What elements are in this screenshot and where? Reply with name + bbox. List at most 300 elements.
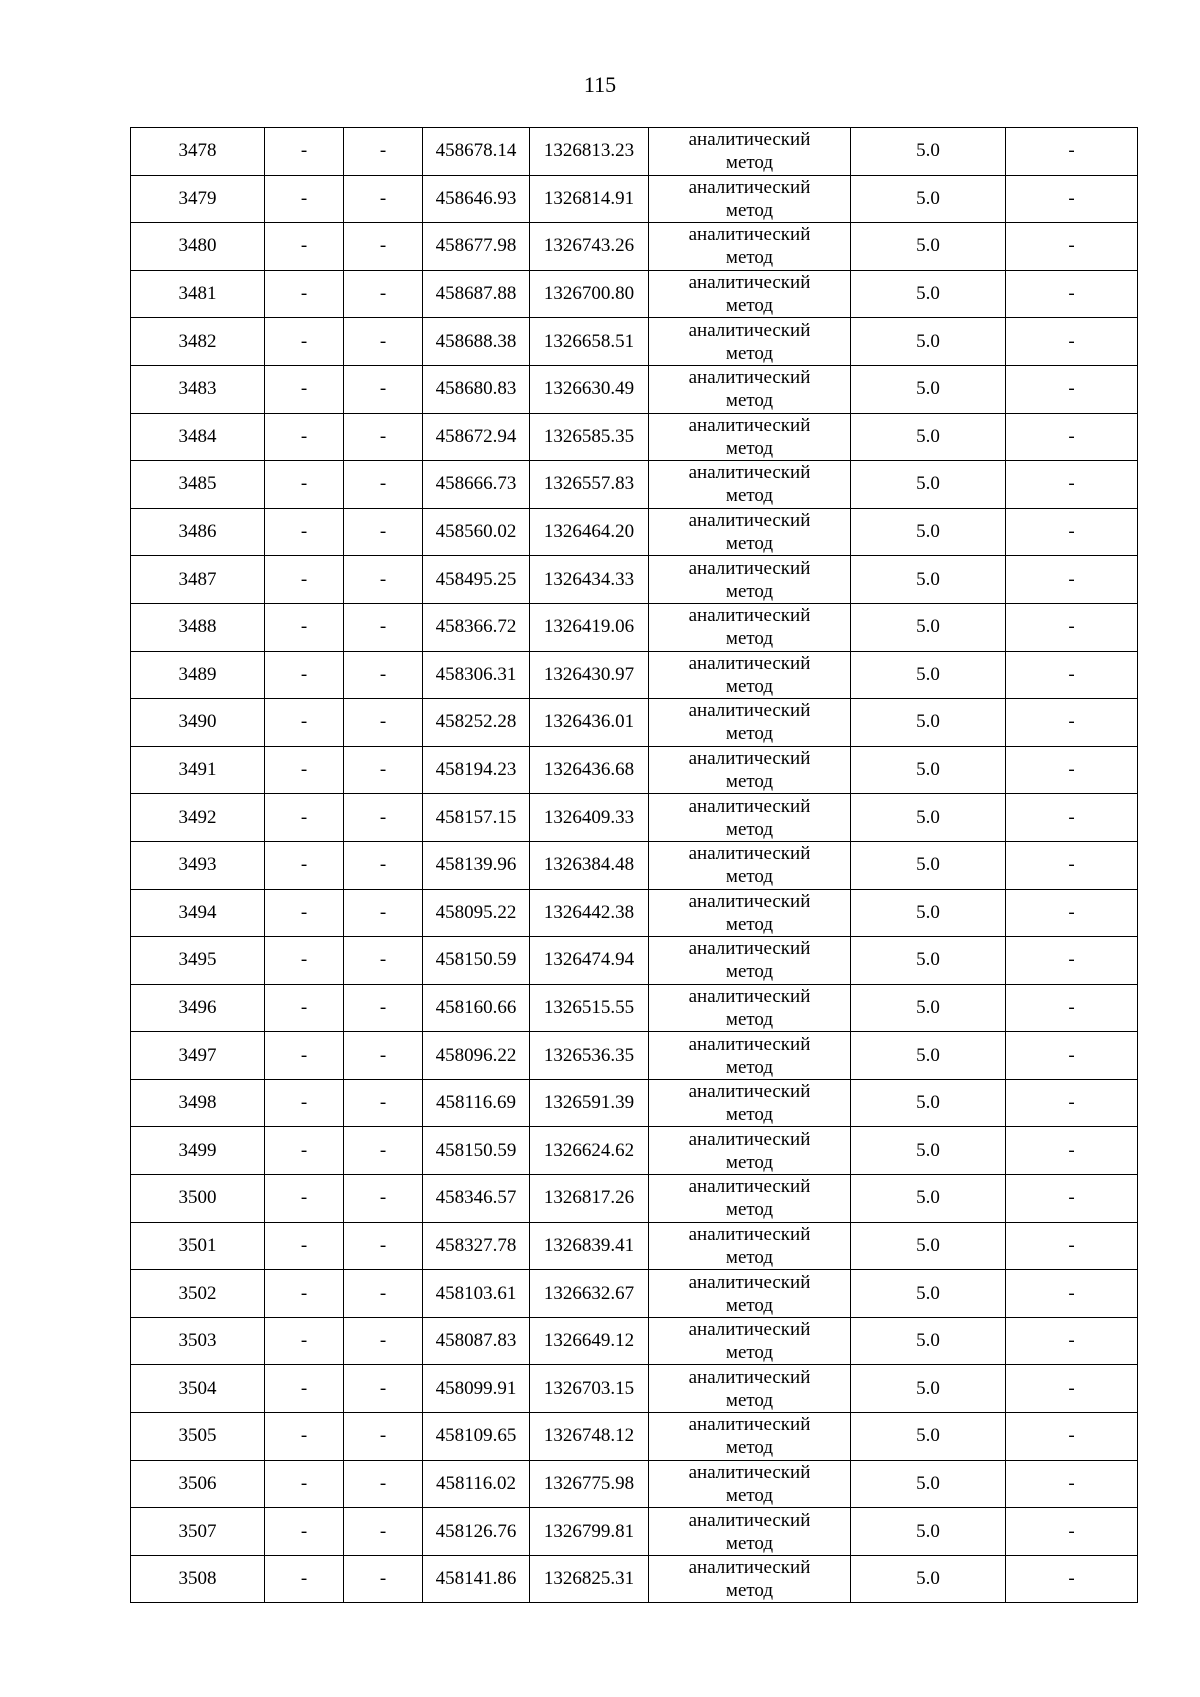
method-cell: [649, 461, 851, 509]
method-line-1: аналитический: [688, 748, 811, 770]
y-coordinate-cell: 1326825.31: [530, 1555, 649, 1603]
method-cell: [649, 1270, 851, 1318]
point-number-cell: 3500: [131, 1175, 265, 1223]
point-number-cell: 3506: [131, 1460, 265, 1508]
table-row: [131, 318, 1138, 366]
column-3-cell: -: [344, 1079, 423, 1127]
method-line-1: аналитический: [688, 1223, 811, 1245]
coordinates-table: [130, 127, 1138, 1603]
column-2-cell: -: [265, 603, 344, 651]
column-8-cell: -: [1006, 603, 1138, 651]
method-cell: [649, 794, 851, 842]
table-row: [131, 1555, 1138, 1603]
point-number-cell: 3480: [131, 223, 265, 271]
table-row: [131, 937, 1138, 985]
point-number-cell: 3496: [131, 984, 265, 1032]
column-3-cell: -: [344, 651, 423, 699]
table-row: [131, 1413, 1138, 1461]
method-line-1: аналитический: [688, 1557, 811, 1579]
x-coordinate-cell: 458678.14: [423, 128, 530, 176]
point-number-cell: 3481: [131, 270, 265, 318]
column-3-cell: -: [344, 937, 423, 985]
accuracy-cell: 5.0: [851, 651, 1006, 699]
method-cell: [649, 508, 851, 556]
method-cell: [649, 175, 851, 223]
y-coordinate-cell: 1326515.55: [530, 984, 649, 1032]
x-coordinate-cell: 458346.57: [423, 1175, 530, 1223]
x-coordinate-cell: 458688.38: [423, 318, 530, 366]
table-row: [131, 603, 1138, 651]
accuracy-cell: 5.0: [851, 1032, 1006, 1080]
column-2-cell: -: [265, 413, 344, 461]
method-line-1: аналитический: [688, 129, 811, 151]
method-cell: [649, 1032, 851, 1080]
column-3-cell: -: [344, 699, 423, 747]
method-line-1: аналитический: [688, 414, 811, 436]
method-line-1: аналитический: [688, 890, 811, 912]
point-number-cell: 3508: [131, 1555, 265, 1603]
column-3-cell: -: [344, 1460, 423, 1508]
table-row: [131, 223, 1138, 271]
column-8-cell: -: [1006, 175, 1138, 223]
point-number-cell: 3494: [131, 889, 265, 937]
column-8-cell: -: [1006, 1460, 1138, 1508]
column-3-cell: -: [344, 603, 423, 651]
table-row: [131, 1127, 1138, 1175]
column-2-cell: -: [265, 128, 344, 176]
point-number-cell: 3488: [131, 603, 265, 651]
method-line-1: аналитический: [688, 985, 811, 1007]
table-row: [131, 1032, 1138, 1080]
method-cell: [649, 318, 851, 366]
column-3-cell: -: [344, 508, 423, 556]
table-row: [131, 794, 1138, 842]
point-number-cell: 3507: [131, 1508, 265, 1556]
method-line-1: аналитический: [688, 1366, 811, 1388]
point-number-cell: 3479: [131, 175, 265, 223]
column-8-cell: -: [1006, 128, 1138, 176]
accuracy-cell: 5.0: [851, 1413, 1006, 1461]
accuracy-cell: 5.0: [851, 1175, 1006, 1223]
point-number-cell: 3505: [131, 1413, 265, 1461]
method-line-2: метод: [725, 485, 774, 507]
x-coordinate-cell: 458087.83: [423, 1317, 530, 1365]
x-coordinate-cell: 458306.31: [423, 651, 530, 699]
x-coordinate-cell: 458160.66: [423, 984, 530, 1032]
column-8-cell: -: [1006, 1079, 1138, 1127]
column-8-cell: -: [1006, 889, 1138, 937]
column-8-cell: -: [1006, 365, 1138, 413]
point-number-cell: 3486: [131, 508, 265, 556]
table-row: [131, 270, 1138, 318]
table-row: [131, 556, 1138, 604]
method-cell: [649, 841, 851, 889]
y-coordinate-cell: 1326748.12: [530, 1413, 649, 1461]
column-2-cell: -: [265, 175, 344, 223]
y-coordinate-cell: 1326434.33: [530, 556, 649, 604]
point-number-cell: 3501: [131, 1222, 265, 1270]
point-number-cell: 3502: [131, 1270, 265, 1318]
x-coordinate-cell: 458150.59: [423, 1127, 530, 1175]
method-line-1: аналитический: [688, 843, 811, 865]
y-coordinate-cell: 1326436.68: [530, 746, 649, 794]
point-number-cell: 3503: [131, 1317, 265, 1365]
method-line-2: метод: [725, 580, 774, 602]
method-line-1: аналитический: [688, 1081, 811, 1103]
accuracy-cell: 5.0: [851, 318, 1006, 366]
accuracy-cell: 5.0: [851, 1555, 1006, 1603]
table-row: [131, 1222, 1138, 1270]
column-2-cell: -: [265, 1317, 344, 1365]
y-coordinate-cell: 1326813.23: [530, 128, 649, 176]
point-number-cell: 3484: [131, 413, 265, 461]
accuracy-cell: 5.0: [851, 984, 1006, 1032]
method-line-2: метод: [725, 1199, 774, 1221]
column-8-cell: -: [1006, 1032, 1138, 1080]
method-cell: [649, 699, 851, 747]
method-cell: [649, 1317, 851, 1365]
column-8-cell: -: [1006, 508, 1138, 556]
method-line-1: аналитический: [688, 1176, 811, 1198]
method-line-1: аналитический: [688, 1461, 811, 1483]
y-coordinate-cell: 1326591.39: [530, 1079, 649, 1127]
page-number: 115: [583, 72, 617, 97]
x-coordinate-cell: 458141.86: [423, 1555, 530, 1603]
point-number-cell: 3493: [131, 841, 265, 889]
x-coordinate-cell: 458116.02: [423, 1460, 530, 1508]
column-8-cell: -: [1006, 556, 1138, 604]
method-line-2: метод: [725, 913, 774, 935]
method-line-2: метод: [725, 1484, 774, 1506]
method-line-1: аналитический: [688, 1128, 811, 1150]
table-row: [131, 841, 1138, 889]
column-8-cell: -: [1006, 223, 1138, 271]
column-3-cell: -: [344, 746, 423, 794]
method-line-2: метод: [725, 675, 774, 697]
x-coordinate-cell: 458687.88: [423, 270, 530, 318]
table-row: [131, 1508, 1138, 1556]
column-3-cell: -: [344, 270, 423, 318]
point-number-cell: 3490: [131, 699, 265, 747]
method-line-2: метод: [725, 1389, 774, 1411]
column-8-cell: -: [1006, 746, 1138, 794]
accuracy-cell: 5.0: [851, 603, 1006, 651]
column-3-cell: -: [344, 1365, 423, 1413]
accuracy-cell: 5.0: [851, 128, 1006, 176]
y-coordinate-cell: 1326632.67: [530, 1270, 649, 1318]
column-2-cell: -: [265, 270, 344, 318]
method-line-2: метод: [725, 1056, 774, 1078]
column-2-cell: -: [265, 651, 344, 699]
y-coordinate-cell: 1326430.97: [530, 651, 649, 699]
method-line-2: метод: [725, 1008, 774, 1030]
y-coordinate-cell: 1326585.35: [530, 413, 649, 461]
point-number-cell: 3504: [131, 1365, 265, 1413]
accuracy-cell: 5.0: [851, 1508, 1006, 1556]
column-2-cell: -: [265, 746, 344, 794]
method-line-2: метод: [725, 1246, 774, 1268]
x-coordinate-cell: 458095.22: [423, 889, 530, 937]
y-coordinate-cell: 1326700.80: [530, 270, 649, 318]
column-3-cell: -: [344, 413, 423, 461]
method-cell: [649, 651, 851, 699]
method-line-2: метод: [725, 390, 774, 412]
column-2-cell: -: [265, 508, 344, 556]
method-cell: [649, 223, 851, 271]
x-coordinate-cell: 458103.61: [423, 1270, 530, 1318]
column-3-cell: -: [344, 318, 423, 366]
column-3-cell: -: [344, 1175, 423, 1223]
accuracy-cell: 5.0: [851, 699, 1006, 747]
column-2-cell: -: [265, 1175, 344, 1223]
accuracy-cell: 5.0: [851, 746, 1006, 794]
method-cell: [649, 1555, 851, 1603]
method-cell: [649, 937, 851, 985]
x-coordinate-cell: 458099.91: [423, 1365, 530, 1413]
method-cell: [649, 1460, 851, 1508]
column-3-cell: -: [344, 175, 423, 223]
table-row: [131, 175, 1138, 223]
column-2-cell: -: [265, 699, 344, 747]
column-3-cell: -: [344, 1127, 423, 1175]
method-line-2: метод: [725, 1151, 774, 1173]
method-cell: [649, 413, 851, 461]
point-number-cell: 3482: [131, 318, 265, 366]
column-2-cell: -: [265, 1460, 344, 1508]
accuracy-cell: 5.0: [851, 841, 1006, 889]
point-number-cell: 3487: [131, 556, 265, 604]
accuracy-cell: 5.0: [851, 175, 1006, 223]
column-8-cell: -: [1006, 1127, 1138, 1175]
method-cell: [649, 603, 851, 651]
y-coordinate-cell: 1326557.83: [530, 461, 649, 509]
column-8-cell: -: [1006, 413, 1138, 461]
method-line-2: метод: [725, 247, 774, 269]
column-3-cell: -: [344, 889, 423, 937]
method-line-1: аналитический: [688, 557, 811, 579]
point-number-cell: 3489: [131, 651, 265, 699]
x-coordinate-cell: 458677.98: [423, 223, 530, 271]
method-line-2: метод: [725, 628, 774, 650]
column-2-cell: -: [265, 1079, 344, 1127]
column-8-cell: -: [1006, 651, 1138, 699]
method-cell: [649, 1413, 851, 1461]
y-coordinate-cell: 1326536.35: [530, 1032, 649, 1080]
x-coordinate-cell: 458116.69: [423, 1079, 530, 1127]
method-line-2: метод: [725, 1580, 774, 1602]
column-2-cell: -: [265, 365, 344, 413]
column-3-cell: -: [344, 223, 423, 271]
table-row: [131, 699, 1138, 747]
table-row: [131, 746, 1138, 794]
column-2-cell: -: [265, 794, 344, 842]
column-8-cell: -: [1006, 1413, 1138, 1461]
x-coordinate-cell: 458327.78: [423, 1222, 530, 1270]
column-8-cell: -: [1006, 1270, 1138, 1318]
y-coordinate-cell: 1326419.06: [530, 603, 649, 651]
column-2-cell: -: [265, 889, 344, 937]
column-3-cell: -: [344, 1032, 423, 1080]
column-2-cell: -: [265, 1127, 344, 1175]
column-3-cell: -: [344, 1508, 423, 1556]
column-3-cell: -: [344, 841, 423, 889]
point-number-cell: 3498: [131, 1079, 265, 1127]
method-line-1: аналитический: [688, 272, 811, 294]
y-coordinate-cell: 1326703.15: [530, 1365, 649, 1413]
table-row: [131, 889, 1138, 937]
method-line-1: аналитический: [688, 319, 811, 341]
column-2-cell: -: [265, 984, 344, 1032]
column-8-cell: -: [1006, 461, 1138, 509]
x-coordinate-cell: 458126.76: [423, 1508, 530, 1556]
method-cell: [649, 1365, 851, 1413]
accuracy-cell: 5.0: [851, 365, 1006, 413]
column-8-cell: -: [1006, 937, 1138, 985]
column-2-cell: -: [265, 1032, 344, 1080]
column-2-cell: -: [265, 1222, 344, 1270]
point-number-cell: 3499: [131, 1127, 265, 1175]
column-3-cell: -: [344, 1317, 423, 1365]
column-3-cell: -: [344, 556, 423, 604]
column-2-cell: -: [265, 1508, 344, 1556]
column-3-cell: -: [344, 1270, 423, 1318]
x-coordinate-cell: 458109.65: [423, 1413, 530, 1461]
x-coordinate-cell: 458672.94: [423, 413, 530, 461]
column-2-cell: -: [265, 223, 344, 271]
y-coordinate-cell: 1326436.01: [530, 699, 649, 747]
column-2-cell: -: [265, 1555, 344, 1603]
method-line-1: аналитический: [688, 652, 811, 674]
method-line-2: метод: [725, 723, 774, 745]
method-line-1: аналитический: [688, 700, 811, 722]
accuracy-cell: 5.0: [851, 556, 1006, 604]
column-3-cell: -: [344, 365, 423, 413]
y-coordinate-cell: 1326474.94: [530, 937, 649, 985]
x-coordinate-cell: 458680.83: [423, 365, 530, 413]
method-line-2: метод: [725, 342, 774, 364]
column-2-cell: -: [265, 556, 344, 604]
method-cell: [649, 1127, 851, 1175]
table-row: [131, 1317, 1138, 1365]
table-row: [131, 984, 1138, 1032]
column-8-cell: -: [1006, 841, 1138, 889]
point-number-cell: 3491: [131, 746, 265, 794]
accuracy-cell: 5.0: [851, 889, 1006, 937]
method-line-2: метод: [725, 1532, 774, 1554]
table-body: [131, 128, 1138, 1603]
table-row: [131, 1175, 1138, 1223]
column-8-cell: -: [1006, 1365, 1138, 1413]
column-3-cell: -: [344, 1413, 423, 1461]
x-coordinate-cell: 458157.15: [423, 794, 530, 842]
method-line-1: аналитический: [688, 1414, 811, 1436]
accuracy-cell: 5.0: [851, 270, 1006, 318]
method-line-1: аналитический: [688, 224, 811, 246]
method-line-1: аналитический: [688, 367, 811, 389]
method-cell: [649, 1222, 851, 1270]
method-line-1: аналитический: [688, 510, 811, 532]
table-row: [131, 365, 1138, 413]
accuracy-cell: 5.0: [851, 461, 1006, 509]
table-row: [131, 1365, 1138, 1413]
y-coordinate-cell: 1326743.26: [530, 223, 649, 271]
table-row: [131, 508, 1138, 556]
y-coordinate-cell: 1326649.12: [530, 1317, 649, 1365]
method-line-2: метод: [725, 152, 774, 174]
column-3-cell: -: [344, 1555, 423, 1603]
y-coordinate-cell: 1326630.49: [530, 365, 649, 413]
point-number-cell: 3478: [131, 128, 265, 176]
column-3-cell: -: [344, 128, 423, 176]
method-line-2: метод: [725, 866, 774, 888]
y-coordinate-cell: 1326384.48: [530, 841, 649, 889]
y-coordinate-cell: 1326775.98: [530, 1460, 649, 1508]
accuracy-cell: 5.0: [851, 223, 1006, 271]
point-number-cell: 3495: [131, 937, 265, 985]
x-coordinate-cell: 458252.28: [423, 699, 530, 747]
accuracy-cell: 5.0: [851, 1365, 1006, 1413]
x-coordinate-cell: 458560.02: [423, 508, 530, 556]
column-2-cell: -: [265, 1270, 344, 1318]
column-2-cell: -: [265, 937, 344, 985]
x-coordinate-cell: 458495.25: [423, 556, 530, 604]
method-line-2: метод: [725, 1104, 774, 1126]
method-cell: [649, 984, 851, 1032]
x-coordinate-cell: 458150.59: [423, 937, 530, 985]
y-coordinate-cell: 1326839.41: [530, 1222, 649, 1270]
y-coordinate-cell: 1326658.51: [530, 318, 649, 366]
accuracy-cell: 5.0: [851, 794, 1006, 842]
column-8-cell: -: [1006, 1317, 1138, 1365]
accuracy-cell: 5.0: [851, 937, 1006, 985]
method-line-2: метод: [725, 818, 774, 840]
method-cell: [649, 556, 851, 604]
table-row: [131, 651, 1138, 699]
method-cell: [649, 270, 851, 318]
method-line-2: метод: [725, 1294, 774, 1316]
method-line-2: метод: [725, 295, 774, 317]
accuracy-cell: 5.0: [851, 508, 1006, 556]
method-cell: [649, 128, 851, 176]
method-line-1: аналитический: [688, 938, 811, 960]
column-3-cell: -: [344, 1222, 423, 1270]
table-row: [131, 461, 1138, 509]
method-line-2: метод: [725, 1437, 774, 1459]
accuracy-cell: 5.0: [851, 1222, 1006, 1270]
method-cell: [649, 365, 851, 413]
x-coordinate-cell: 458096.22: [423, 1032, 530, 1080]
table-row: [131, 128, 1138, 176]
method-line-1: аналитический: [688, 1271, 811, 1293]
y-coordinate-cell: 1326817.26: [530, 1175, 649, 1223]
x-coordinate-cell: 458194.23: [423, 746, 530, 794]
column-8-cell: -: [1006, 984, 1138, 1032]
accuracy-cell: 5.0: [851, 1127, 1006, 1175]
accuracy-cell: 5.0: [851, 1270, 1006, 1318]
y-coordinate-cell: 1326464.20: [530, 508, 649, 556]
y-coordinate-cell: 1326799.81: [530, 1508, 649, 1556]
x-coordinate-cell: 458666.73: [423, 461, 530, 509]
method-line-1: аналитический: [688, 1033, 811, 1055]
accuracy-cell: 5.0: [851, 1460, 1006, 1508]
accuracy-cell: 5.0: [851, 1317, 1006, 1365]
column-8-cell: -: [1006, 1508, 1138, 1556]
x-coordinate-cell: 458366.72: [423, 603, 530, 651]
column-3-cell: -: [344, 984, 423, 1032]
column-2-cell: -: [265, 841, 344, 889]
table-row: [131, 1460, 1138, 1508]
method-line-1: аналитический: [688, 605, 811, 627]
